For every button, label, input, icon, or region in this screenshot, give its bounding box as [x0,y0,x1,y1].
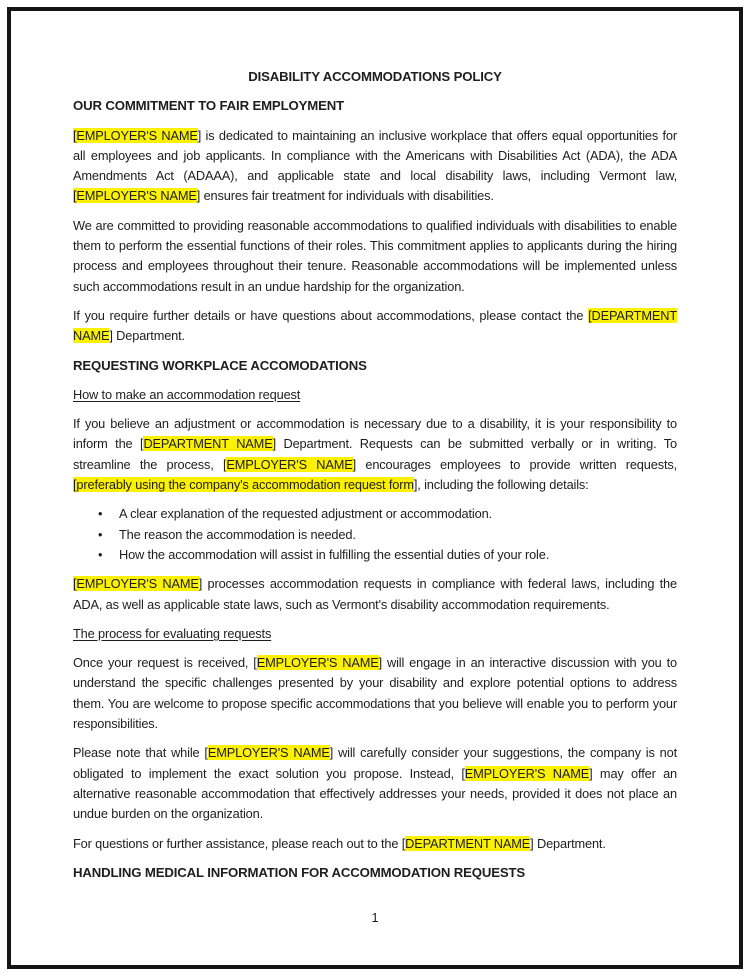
text-run: For questions or further assistance, please reach out to the [ [73,835,406,851]
text-run: ] ensures fair treatment for individuals with disabilities. [196,188,494,204]
text-run: REQUESTING WORKPLACE ACCOMODATIONS [73,357,367,373]
text-run: ] will engage in an interactive discussion with you to understand the specific challenges presented by your disability and explore potential options to address them. You are welcome to propose specific accommodations that you believe will enable you to perform your responsibilities. [73,655,677,732]
highlighted-placeholder: [EMPLOYER'S NAME [73,576,199,592]
paragraph [73,126,677,207]
bullet-item: • A clear explanation of the requested adjustment or accommodation. [73,504,677,524]
highlighted-placeholder: DEPARTMENT NAME [143,436,273,452]
subsection-heading [73,385,677,405]
text-run: ] encourages employees to provide written requests, [352,456,678,472]
highlighted-placeholder: [DEPARTMENT NAME [73,307,677,344]
paragraph [73,834,677,854]
paragraph [73,414,677,495]
section-heading [73,863,677,883]
text-run: If you believe an adjustment or accommodation is necessary due to a disability, it is your responsibility to inform the [ [73,416,677,452]
subsection-heading [73,624,677,644]
section-heading [73,356,677,376]
text-run: ] processes accommodation requests in compliance with federal laws, including the ADA, as well as applicable state laws, such as Vermont's disability accommodation requirements. [73,576,677,612]
text-run: ] Department. [530,835,606,851]
highlighted-placeholder: EMPLOYER'S NAME [207,745,330,761]
document-title [73,67,677,87]
text-run: The process for evaluating requests [73,625,272,641]
text-run: Please note that while [ [73,745,208,761]
section-heading [73,96,677,116]
text-run: ] Department. Requests can be submitted verbally or in writing. To streamline the process, [ [73,436,677,472]
text-run: HANDLING MEDICAL INFORMATION FOR ACCOMMODATION REQUESTS [73,864,526,880]
text-run: How to make an accommodation request [73,386,301,402]
text-run: ] Department. [109,328,185,344]
document-blocks [73,67,677,892]
bullet-item: • The reason the accommodation is needed. [73,525,677,545]
highlighted-placeholder: [EMPLOYER'S NAME [73,127,198,143]
text-run: Once your request is received, [ [73,655,257,671]
policy-document-page [7,7,743,969]
highlighted-placeholder: [preferably using the company's accommodation request form [73,477,414,493]
text-run: ] may offer an alternative reasonable accommodation that effectively addresses your needs, provided it does not place an undue burden on the organization. [73,765,678,822]
highlighted-placeholder: EMPLOYER'S NAME [464,765,590,781]
text-run: ], including the following details: [413,477,589,493]
paragraph [73,653,677,734]
highlighted-placeholder: EMPLOYER'S NAME [226,456,353,472]
text-run: ] will carefully consider your suggestions, the company is not obligated to implement the exact solution you propose. Instead, [ [73,745,678,781]
highlighted-placeholder: [EMPLOYER'S NAME [73,188,197,204]
text-run: OUR COMMITMENT TO FAIR EMPLOYMENT [73,98,345,114]
text-run: If you require further details or have questions about accommodations, please contact the [73,307,589,323]
text-run: We are committed to providing reasonable accommodations to qualified individuals with disabilities to enable them to perform the essential functions of their roles. This commitment applies to applicants during the hiring process and employees throughout their tenure. Reasonable accommodations will be implemented unless such accommodations result in an undue hardship for the organization. [73,217,677,294]
bullet-item: • How the accommodation will assist in fulfilling the essential duties of your role. [73,545,677,565]
bullet-list [73,504,677,565]
page-number: 1 [371,910,379,925]
text-run: ] is dedicated to maintaining an inclusive workplace that offers equal opportunities for all employees and job applicants. In compliance with the Americans with Disabilities Act (ADA), the ADA Amendments Act (ADAAA), and applicable state and local disability laws, including Vermont law, [73,127,677,184]
paragraph [73,216,677,297]
highlighted-placeholder: DEPARTMENT NAME [405,835,531,851]
highlighted-placeholder: EMPLOYER'S NAME [256,655,379,671]
paragraph [73,743,677,824]
paragraph [73,306,677,347]
text-run: DISABILITY ACCOMMODATIONS POLICY [248,69,502,84]
paragraph [73,574,677,615]
